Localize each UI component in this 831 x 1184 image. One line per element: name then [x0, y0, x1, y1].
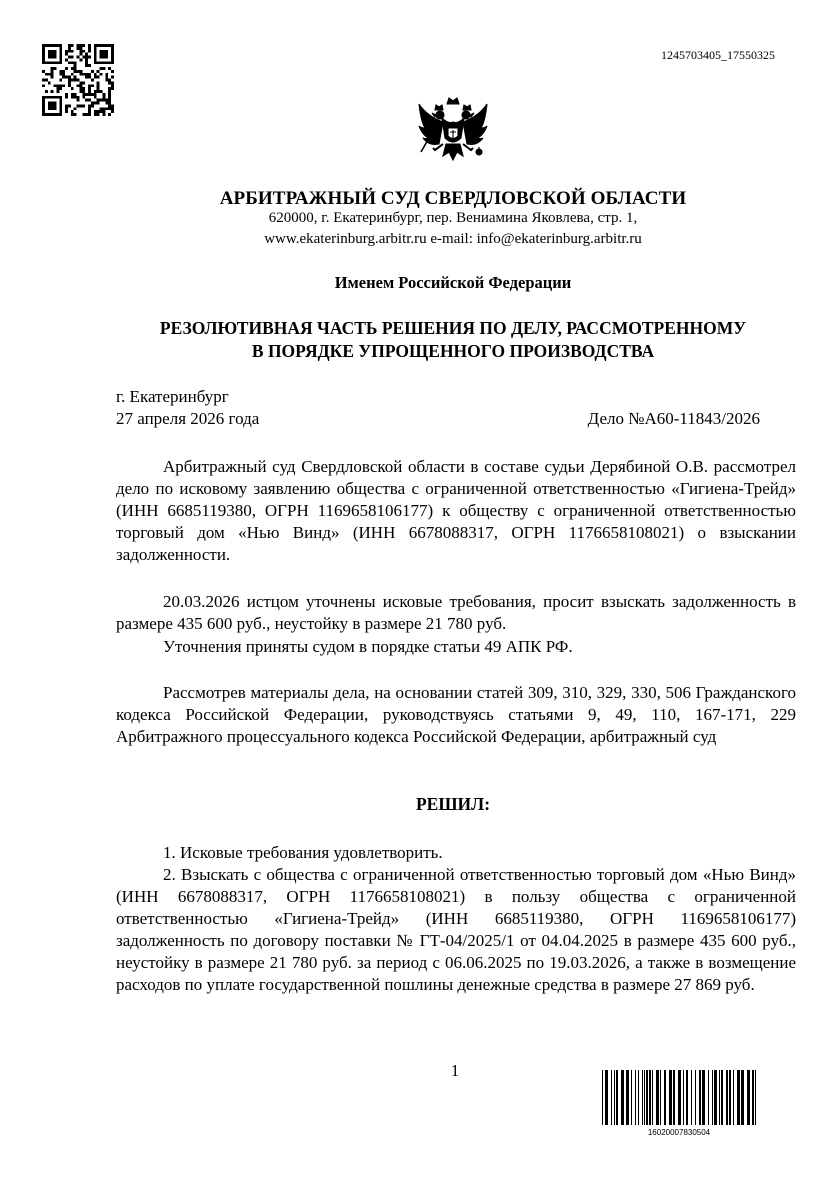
document-title-line-2: В ПОРЯДКЕ УПРОЩЕННОГО ПРОИЗВОДСТВА	[251, 341, 655, 361]
court-address: 620000, г. Екатеринбург, пер. Вениамина Яковлева, стр. 1,	[268, 210, 638, 226]
document-id: 1245703405_17550325	[661, 48, 775, 62]
court-contacts: www.ekaterinburg.arbitr.ru e-mail: info@ekaterinburg.arbitr.ru	[264, 231, 642, 247]
court-name: АРБИТРАЖНЫЙ СУД СВЕРДЛОВСКОЙ ОБЛАСТИ	[219, 188, 687, 209]
decision-heading: РЕШИЛ:	[415, 794, 491, 814]
paragraph-clarification-accepted: Уточнения приняты судом в порядке статьи 49 АПК РФ.	[163, 637, 573, 656]
paragraph-case-description: Арбитражный суд Свердловской области в составе судьи Дерябиной О.В. рассмотрел дело по исковому заявлению общества с ограниченной ответственностью «Гигиена-Трейд» (ИНН 6685119380, ОГРН 1169658106177) к обществу с ограниченной ответственностью торговый дом «Нью Винд» (ИНН 6678088317, ОГРН 1176658108021) о взыскании задолженности.	[116, 457, 796, 564]
paragraph-legal-basis: Рассмотрев материалы дела, на основании статей 309, 310, 329, 330, 506 Гражданского кодекса Российской Федерации, руководствуясь статьями 9, 49, 110, 167-171, 229 Арбитражного процессуального кодекса Российской Федерации, арбитражный суд	[116, 683, 796, 746]
decision-item-1: 1. Исковые требования удовлетворить.	[163, 843, 443, 862]
decision-date: 27 апреля 2026 года	[116, 409, 260, 428]
russian-coat-of-arms-icon	[413, 94, 493, 168]
city: г. Екатеринбург	[116, 387, 229, 406]
decision-item-2: 2. Взыскать с общества с ограниченной ответственностью торговый дом «Нью Винд» (ИНН 6678088317, ОГРН 1176658108021) в пользу общества с ограниченной ответственностью «Гигиена-Трейд» (ИНН 6685119380, ОГРН 1169658106177) задолженность по договору поставки № ГТ-04/2025/1 от 04.04.2025 в размере 435 600 руб., неустойку в размере 21 780 руб. за период с 06.06.2025 по 19.03.2026, а также в возмещение расходов по уплате государственной пошлины денежные средства в размере 27 869 руб.	[116, 865, 796, 994]
paragraph-claim-clarification: 20.03.2026 истцом уточнены исковые требования, просит взыскать задолженность в размере 435 600 руб., неустойку в размере 21 780 руб.	[116, 592, 796, 633]
barcode-number: 16020007830504	[647, 1128, 711, 1137]
qr-code-icon	[42, 44, 114, 116]
page-number: 1	[450, 1061, 460, 1080]
document-title-line-1: РЕЗОЛЮТИВНАЯ ЧАСТЬ РЕШЕНИЯ ПО ДЕЛУ, РАССМОТРЕННОМУ	[159, 318, 747, 338]
barcode-icon	[600, 1070, 758, 1125]
in-the-name-heading: Именем Российской Федерации	[334, 273, 572, 292]
case-number: Дело №А60-11843/2026	[587, 409, 760, 428]
